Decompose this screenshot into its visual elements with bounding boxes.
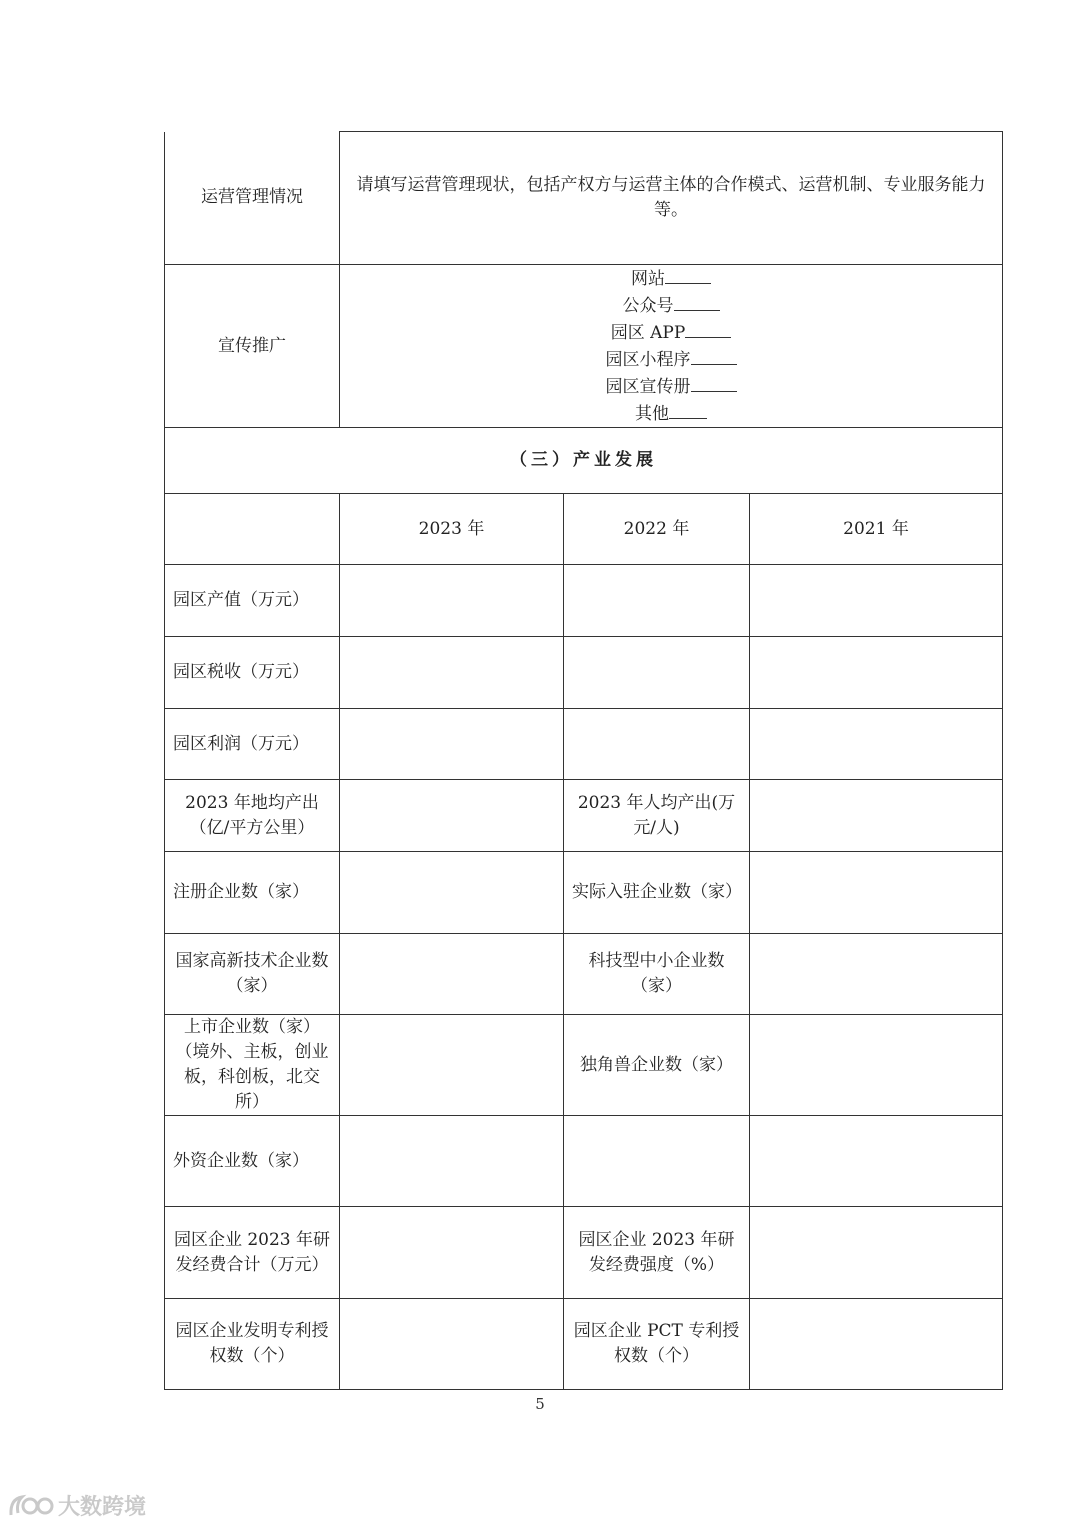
input-cell[interactable] <box>750 852 1003 934</box>
row-label-high-tech: 国家高新技术企业数（家） <box>165 934 340 1015</box>
year-header-empty <box>165 494 340 565</box>
promo-other: 其他 <box>635 400 707 427</box>
table-row <box>165 565 1003 637</box>
fill-blank[interactable] <box>674 292 720 311</box>
table-row <box>165 780 1003 852</box>
input-cell[interactable] <box>340 1015 564 1116</box>
year-header-row <box>165 494 1003 565</box>
input-cell[interactable] <box>340 637 564 709</box>
table-row <box>165 1299 1003 1390</box>
fill-blank[interactable] <box>691 373 737 392</box>
promo-wechat-account: 公众号 <box>623 292 720 319</box>
promotion-options <box>340 265 1003 428</box>
input-cell[interactable] <box>340 1299 564 1390</box>
input-cell[interactable] <box>340 934 564 1015</box>
input-cell[interactable] <box>340 709 564 780</box>
row-label-invention-patents: 园区企业发明专利授权数（个） <box>165 1299 340 1390</box>
promotion-row <box>165 265 1003 428</box>
row-label-tax: 园区税收（万元） <box>165 637 340 709</box>
input-cell[interactable] <box>750 1116 1003 1207</box>
input-cell[interactable] <box>750 1299 1003 1390</box>
row-label-sme-tech: 科技型中小企业数（家） <box>564 934 750 1015</box>
input-cell[interactable] <box>340 780 564 852</box>
input-cell[interactable] <box>340 1116 564 1207</box>
table-row <box>165 934 1003 1015</box>
input-cell[interactable] <box>340 1207 564 1299</box>
row-label-land-output: 2023 年地均产出（亿/平方公里） <box>165 780 340 852</box>
row-label-registered: 注册企业数（家） <box>165 852 340 934</box>
promo-app: 园区 APP <box>611 319 732 346</box>
page-number: 5 <box>535 1395 545 1413</box>
watermark-text: 大数跨境 <box>58 1495 147 1520</box>
year-header-2022: 2022 年 <box>564 494 750 565</box>
input-cell[interactable] <box>750 709 1003 780</box>
row-label-rd-total: 园区企业 2023 年研发经费合计（万元） <box>165 1207 340 1299</box>
year-header-2021: 2021 年 <box>750 494 1003 565</box>
input-cell[interactable] <box>750 934 1003 1015</box>
input-cell[interactable] <box>750 1207 1003 1299</box>
table-row <box>165 709 1003 780</box>
input-cell[interactable] <box>340 852 564 934</box>
input-cell[interactable] <box>750 637 1003 709</box>
operations-description: 请填写运营管理现状，包括产权方与运营主体的合作模式、运营机制、专业服务能力等。 <box>340 132 1003 265</box>
table-row <box>165 637 1003 709</box>
row-label-listed: 上市企业数（家）（境外、主板，创业板，科创板，北交所） <box>165 1015 340 1116</box>
operations-row <box>165 132 1003 265</box>
input-cell[interactable] <box>750 565 1003 637</box>
row-label-rd-intensity: 园区企业 2023 年研发经费强度（%） <box>564 1207 750 1299</box>
table-row <box>165 1116 1003 1207</box>
fill-blank[interactable] <box>669 400 707 419</box>
table-row <box>165 1015 1003 1116</box>
fill-blank[interactable] <box>665 265 711 284</box>
promo-website: 网站 <box>631 265 711 292</box>
fill-blank[interactable] <box>691 346 737 365</box>
input-cell[interactable] <box>340 565 564 637</box>
table-row <box>165 852 1003 934</box>
row-label-foreign: 外资企业数（家） <box>165 1116 340 1207</box>
row-label-per-capita-output: 2023 年人均产出(万元/人) <box>564 780 750 852</box>
fill-blank[interactable] <box>685 319 731 338</box>
dsks-logo-icon <box>8 1493 54 1519</box>
input-cell[interactable] <box>564 709 750 780</box>
row-label-unicorn: 独角兽企业数（家） <box>564 1015 750 1116</box>
promotion-label: 宣传推广 <box>165 265 340 428</box>
table-row <box>165 1207 1003 1299</box>
input-cell[interactable] <box>564 637 750 709</box>
input-cell[interactable] <box>750 1015 1003 1116</box>
section-title: （三）产业发展 <box>165 428 1003 494</box>
year-header-2023: 2023 年 <box>340 494 564 565</box>
promo-brochure: 园区宣传册 <box>606 373 737 400</box>
input-cell[interactable] <box>564 1116 750 1207</box>
park-info-form <box>164 131 1003 1390</box>
row-label-profit: 园区利润（万元） <box>165 709 340 780</box>
row-label-output-value: 园区产值（万元） <box>165 565 340 637</box>
input-cell[interactable] <box>750 780 1003 852</box>
row-label-pct-patents: 园区企业 PCT 专利授权数（个） <box>564 1299 750 1390</box>
input-cell[interactable] <box>564 565 750 637</box>
operations-label: 运营管理情况 <box>165 132 340 265</box>
row-label-actual-settled: 实际入驻企业数（家） <box>564 852 750 934</box>
promo-mini-program: 园区小程序 <box>606 346 737 373</box>
section-header-row <box>165 428 1003 494</box>
watermark <box>8 1490 146 1521</box>
